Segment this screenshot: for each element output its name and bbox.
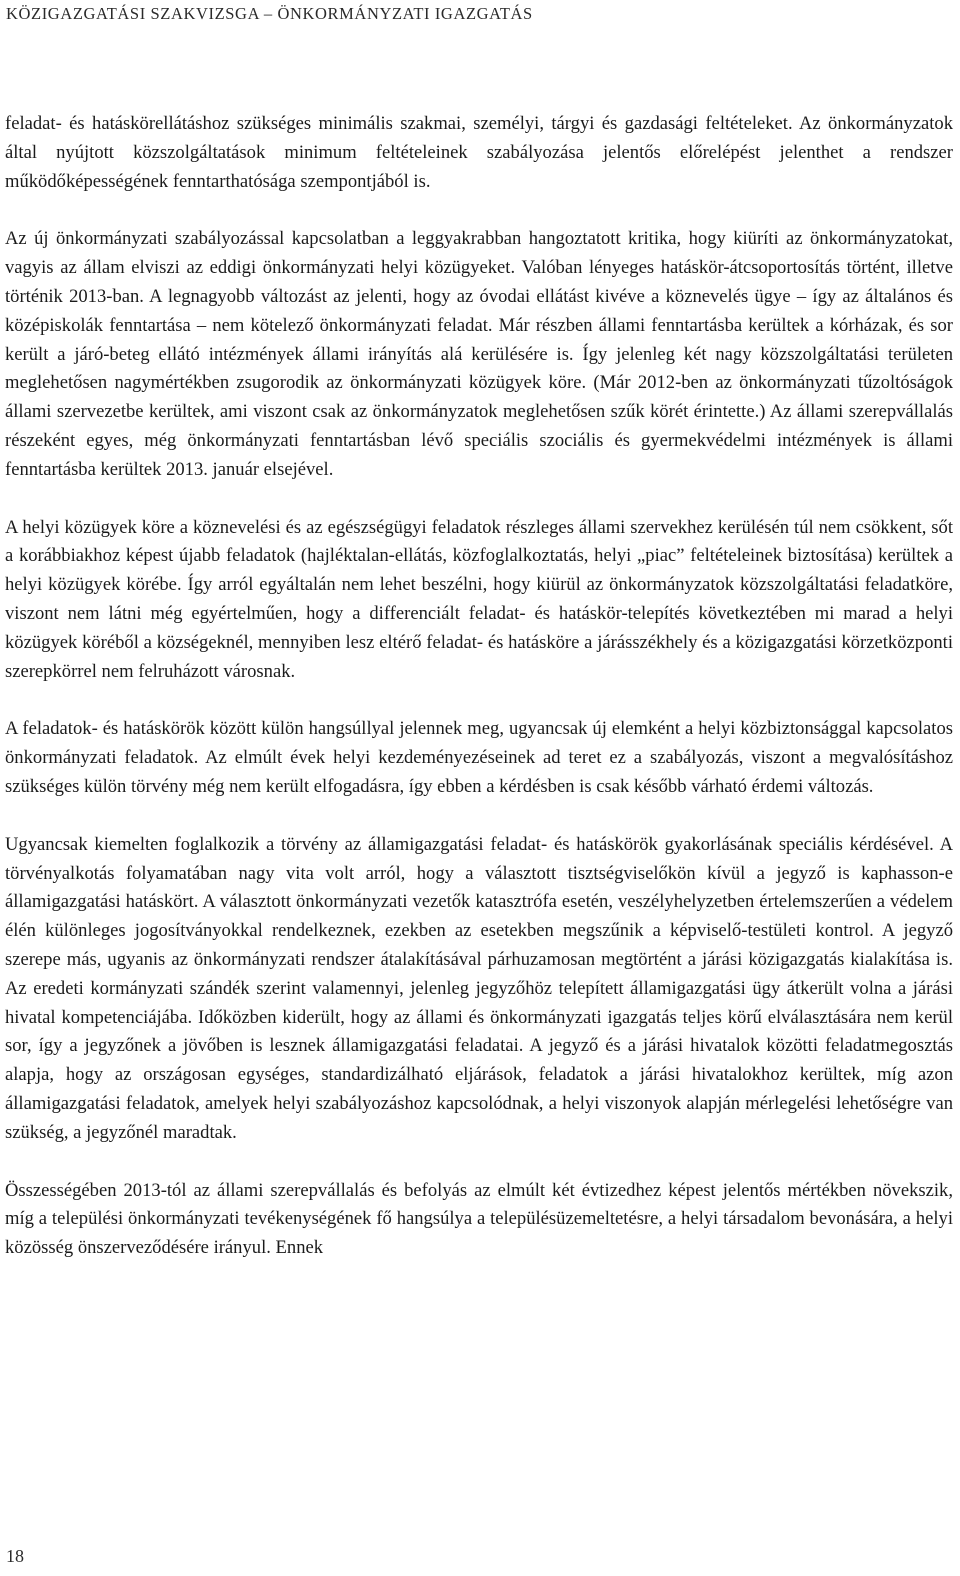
paragraph-criticism: Az új önkormányzati szabályozással kapcsolatban a leggyakrabban hangoztatott kritika, hogy kiüríti az önkormányzatokat, vagyis az állam elviszi az eddigi önkormányzati helyi közügyeket. Valóban lényeges hatáskör-átcsoportosítás történt, illetve történik 2013-ban. A legnagyobb változást az jelenti, hogy az óvodai ellátást kivéve a köznevelés ügye – így az általános és középiskolák fenntartása – nem kötelező önkormányzati feladat. Már részben állami fenntartásba kerültek a kórházak, és sor került a járó-beteg ellátó intézmények állami irányítás alá kerülésére is. Így jelenleg két nagy közszolgáltatási területen meglehetősen nagymértékben zsugorodik az önkormányzati közügyek köre. (Már 2012-ben az önkormányzati tűzoltóságok állami szervezetbe kerültek, ami viszont csak az önkormányzatok meglehetősen szűk körét érintette.) Az állami szerepvállalás részeként egyes, még önkormányzati fenntartásban lévő speciális szociális és gyermekvédelmi intézmények is állami fenntartásba kerültek 2013. január elsejével. [5,228,953,480]
paragraph-state-administration: Ugyancsak kiemelten foglalkozik a törvény az államigazgatási feladat- és hatáskörök gyakorlásának speciális kérdésével. A törvényalkotás folyamatában nagy vita volt arról, hogy a választott tisztségviselőkön kívül a jegyző is kaphasson-e államigazgatási hatáskört. A választott önkormányzati vezetők katasztrófa esetén, veszélyhelyzetben értelemszerűen a védelem élén különleges jogosítványokkal rendelkeznek, ezekben az esetekben megszűnik a képviselő-testületi kontrol. A jegyző szerepe más, ugyanis az önkormányzati rendszer átalakításával párhuzamosan megtörtént a járási közigazgatás kialakítása is. Az eredeti kormányzati szándék szerint valamennyi, jelenleg jegyzőhöz telepített államigazgatási ügy átkerült volna a járási hivatal kompetenciájába. Időközben kiderült, hogy az állami és önkormányzati igazgatás teljes körű elválasztására nem kerül sor, így a jegyzőnek a jövőben is lesznek államigazgatási feladatai. A jegyző és a járási hivatalok közötti feladatmegosztás alapja, hogy az országosan egységes, standardizálható eljárások, feladatok a járási hivatalokhoz kerültek, míg azon államigazgatási feladatok, amelyek helyi szabályozáshoz kapcsolódnak, a helyi viszonyok alapján mérlegelési lehetőségre van szükség, a jegyzőnél maradtak. [5,833,953,1143]
paragraph-public-affairs: A helyi közügyek köre a köznevelési és az egészségügyi feladatok részleges állami szervekhez kerülésén túl nem csökkent, sőt a korábbiakhoz képest újabb feladatok (hajléktalan-ellátás, közfoglalkoztatás, helyi „piac” feltételeinek biztosítása) kerültek a helyi közügyek körébe. Így arról egyáltalán nem lehet beszélni, hogy kiürül az önkormányzatok közszolgáltatási feladatköre, viszont nem látni még egyértelműen, hogy a differenciált feladat- és hatáskör-telepítés következtében mi marad a helyi közügyek köréből a községeknél, mennyiben lesz eltérő feladat- és hatásköre a járásszékhely és a közigazgatási körzetközponti szerepkörrel nem felruházott városnak. [5,516,953,682]
paragraph-summary: Összességében 2013-tól az állami szerepvállalás és befolyás az elmúlt két évtizedhez képest jelentős mértékben növekszik, míg a települési önkormányzati tevékenységének fő hangsúlya a településüzemeltetésre, a helyi társadalom bevonására, a helyi közösség önszerveződésére irányul. Ennek [5,1179,953,1259]
paragraph-public-safety: A feladatok- és hatáskörök között külön hangsúllyal jelennek meg, ugyancsak új elemként a helyi közbiztonsággal kapcsolatos önkormányzati feladatok. Az elmúlt évek helyi kezdeményezéseinek ad teret ez a szabályozás, viszont a megvalósításhoz szükséges külön törvény még nem került elfogadásra, így ebben a kérdésben is csak később várható érdemi változás. [5,718,953,797]
paragraph-continued: feladat- és hatáskörellátáshoz szükséges minimális szakmai, személyi, tárgyi és gazdasági feltételeket. Az önkormányzatok által nyújtott közszolgáltatások minimum feltételeinek szabályozása jelentős előrelépést jelenthet a rendszer működőképességének fenntarthatósága szempontjából is. [5,113,953,192]
running-header: KÖZIGAZGATÁSI SZAKVIZSGA – ÖNKORMÁNYZATI IGAZGATÁS [6,4,533,23]
body-text [5,110,953,1263]
page-number: 18 [6,1546,24,1566]
